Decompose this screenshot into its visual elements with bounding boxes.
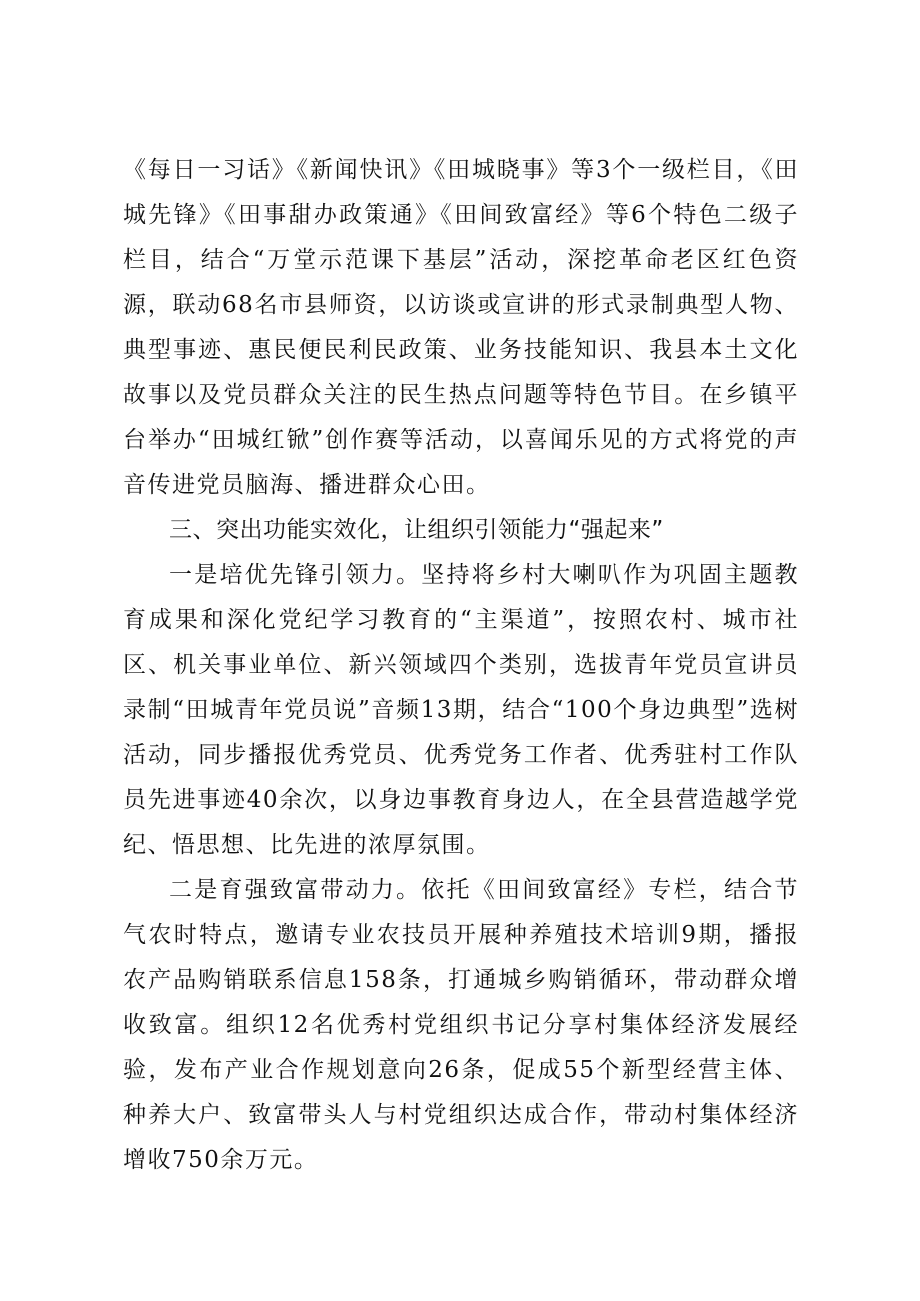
paragraph-prosperity-driving: 二是育强致富带动力。依托《田间致富经》专栏，结合节气农时特点，邀请专业农技员开展种养殖技术培训9期，播报农产品购销联系信息158条，打通城乡购销循环，带动群众增收致富。组织12名优秀村党组织书记分享村集体经济发展经验，发布产业合作规划意向26条，促成55个新型经营主体、种养大户、致富带头人与村党组织达成合作，带动村集体经济增收750余万元。 <box>123 877 799 1173</box>
paragraph-pioneer-leadership: 一是培优先锋引领力。坚持将乡村大喇叭作为巩固主题教育成果和深化党纪学习教育的“主渠道”，按照农村、城市社区、机关事业单位、新兴领域四个类别，选拔青年党员宣讲员录制“田城青年党员说”音频13期，结合“100个身边典型”选树活动，同步播报优秀党员、优秀党务工作者、优秀驻村工作队员先进事迹40余次，以身边事教育身边人，在全县营造越学党纪、悟思想、比先进的浓厚氛围。 <box>123 562 799 858</box>
section-heading: 三、突出功能实效化，让组织引领能力“强起来” <box>169 517 664 543</box>
paragraph-columns: 《每日一习话》《新闻快讯》《田城晓事》等3个一级栏目，《田城先锋》《田事甜办政策通》《田间致富经》等6个特色二级子栏目，结合“万堂示范课下基层”活动，深挖革命老区红色资源，联动68名市县师资，以访谈或宣讲的形式录制典型人物、典型事迹、惠民便民利民政策、业务技能知识、我县本土文化故事以及党员群众关注的民生热点问题等特色节目。在乡镇平台举办“田城红锨”创作赛等活动，以喜闻乐见的方式将党的声音传进党员脑海、播进群众心田。 <box>123 157 799 498</box>
document-body <box>123 148 799 1183</box>
